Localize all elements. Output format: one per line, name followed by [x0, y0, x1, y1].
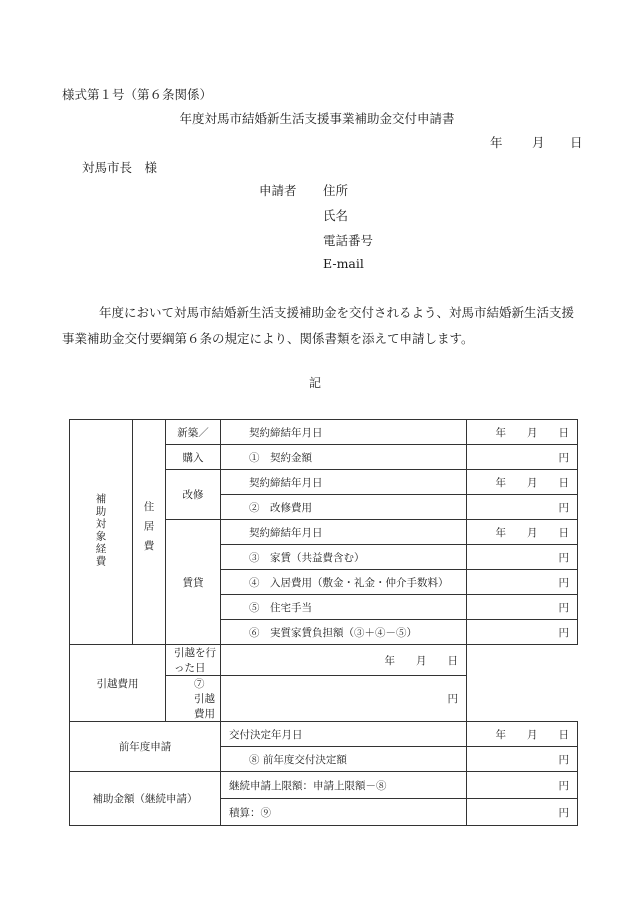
- grant-decision-date-field[interactable]: 年 月 日: [467, 722, 578, 747]
- date-day-label: 日: [570, 135, 583, 150]
- moving-cost-label: ⑦ 引越費用: [166, 676, 221, 722]
- new-build-label-2: 購入: [166, 445, 221, 470]
- category-main-label: 補助対象経費: [94, 493, 107, 568]
- phone-label: 電話番号: [323, 233, 374, 248]
- contract-amount-label: ① 契約金額: [221, 445, 467, 470]
- document-title: 年度対馬市結婚新生活支援事業補助金交付申請書: [179, 111, 455, 126]
- prev-grant-amount-label: ⑧ 前年度交付決定額: [221, 747, 467, 772]
- actual-rent-label: ⑥ 実質家賃負担額（③＋④－⑤）: [221, 620, 467, 645]
- move-in-cost-field[interactable]: 円: [467, 570, 578, 595]
- housing-allowance-label: ⑤ 住宅手当: [221, 595, 467, 620]
- grant-decision-date-label: 交付決定年月日: [221, 722, 467, 747]
- continuation-limit-label: 継続申請上限額：申請上限額－⑧: [221, 772, 467, 799]
- email-label: E-mail: [323, 256, 364, 271]
- name-label: 氏名: [323, 208, 349, 223]
- moving-label: 引越費用: [70, 645, 166, 722]
- renovation-label: 改修: [166, 470, 221, 520]
- housing-label: 住居費: [142, 501, 155, 560]
- contract-date-label-3: 契約締結年月日: [221, 520, 467, 545]
- estimate-label: 積算：⑨: [221, 799, 467, 826]
- continuation-limit-field[interactable]: 円: [467, 772, 578, 799]
- category-main-cell: [70, 420, 133, 645]
- contract-date-label-1: 契約締結年月日: [221, 420, 467, 445]
- renovation-cost-label: ② 改修費用: [221, 495, 467, 520]
- address-label: 住所: [323, 183, 349, 198]
- renovation-cost-field[interactable]: 円: [467, 495, 578, 520]
- contract-date-field-2[interactable]: 年 月 日: [467, 470, 578, 495]
- date-year-label: 年: [490, 135, 503, 150]
- housing-allowance-field[interactable]: 円: [467, 595, 578, 620]
- applicant-label: 申請者: [259, 183, 297, 198]
- rent-label: ③ 家賃（共益費含む）: [221, 545, 467, 570]
- rental-label: 賃貸: [166, 520, 221, 645]
- actual-rent-field[interactable]: 円: [467, 620, 578, 645]
- prev-grant-amount-field[interactable]: 円: [467, 747, 578, 772]
- moving-date-field[interactable]: 年 月 日: [221, 645, 467, 676]
- contract-date-label-2: 契約締結年月日: [221, 470, 467, 495]
- addressee: 対馬市長 様: [82, 160, 158, 175]
- prev-year-label: 前年度申請: [70, 722, 221, 772]
- contract-amount-field[interactable]: 円: [467, 445, 578, 470]
- date-month-label: 月: [532, 135, 545, 150]
- application-statement: 年度において対馬市結婚新生活支援補助金を交付されるよう、対馬市結婚新生活支援事業補助金交付要綱第６条の規定により、関係書類を添えて申請します。: [62, 305, 575, 346]
- housing-cell: [133, 420, 166, 645]
- estimate-field[interactable]: 円: [467, 799, 578, 826]
- contract-date-field-3[interactable]: 年 月 日: [467, 520, 578, 545]
- moving-date-label: 引越を行った日: [166, 645, 221, 676]
- rent-field[interactable]: 円: [467, 545, 578, 570]
- subsidy-amount-label: 補助金額（継続申請）: [70, 772, 221, 826]
- ki-heading: 記: [308, 376, 321, 390]
- move-in-cost-label: ④ 入居費用（敷金・礼金・仲介手数料）: [221, 570, 467, 595]
- new-build-label-1: 新築／: [166, 420, 221, 445]
- form-number: 様式第１号（第６条関係）: [62, 87, 213, 102]
- moving-cost-field[interactable]: 円: [221, 676, 467, 722]
- expense-table: [69, 419, 578, 826]
- contract-date-field-1[interactable]: 年 月 日: [467, 420, 578, 445]
